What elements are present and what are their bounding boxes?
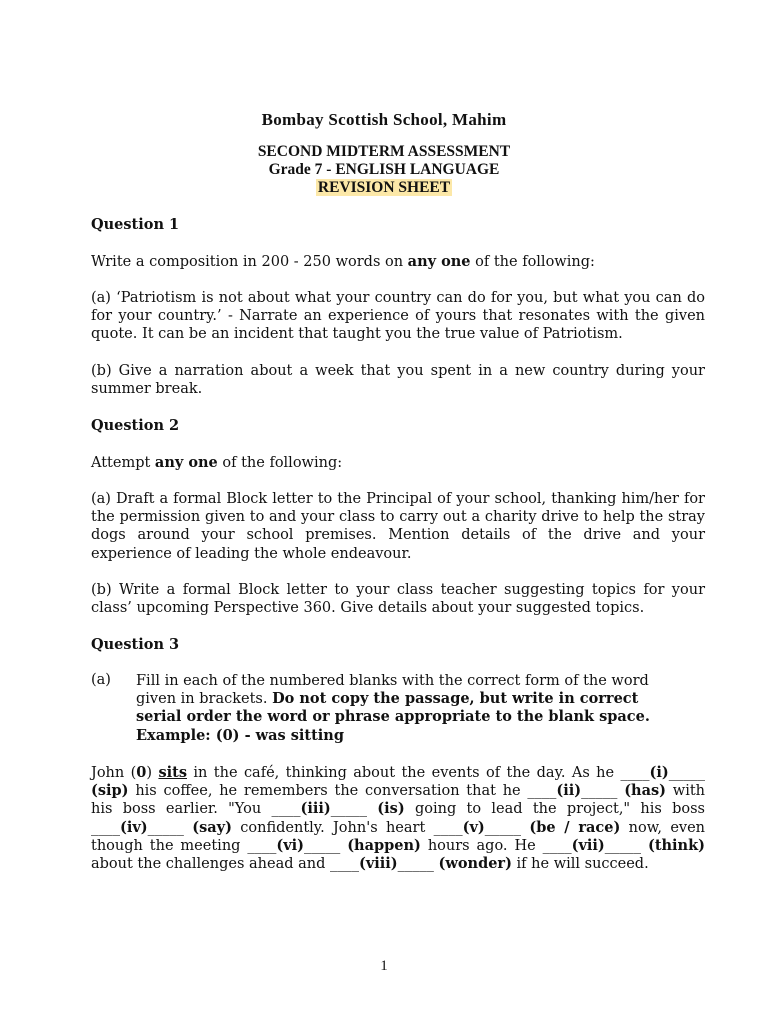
blank-line: _____ (581, 783, 625, 800)
passage-text: now, even though the meeting ____ (91, 819, 706, 854)
passage-text: with his boss earlier. "You ____ (91, 783, 706, 818)
example-answer: sits (158, 764, 187, 781)
blank-number: (ii) (556, 782, 582, 800)
blank-line: _____ (147, 819, 193, 836)
intro-text-end: of the following: (470, 254, 595, 270)
page-number: 1 (380, 958, 388, 974)
passage-text: going to lead the project," his boss ____ (91, 801, 705, 836)
verb-hint: (think) (647, 836, 706, 854)
blank-line: _____ (397, 856, 439, 873)
school-name: Bombay Scottish School, Mahim (261, 110, 507, 129)
question-1-intro (91, 253, 705, 271)
question-2-option-b: (b) Write a formal Block letter to your class teacher suggesting topics for your class’ upcoming Perspective 360. Give details about your suggested topics. (91, 582, 705, 617)
question-2-intro (91, 454, 705, 472)
question-3-part-label: (a) (91, 672, 111, 688)
revision-sheet-heading (0, 179, 768, 197)
verb-hint: (sip) (91, 782, 129, 800)
question-3-title: Question 3 (91, 636, 180, 653)
intro-emphasis: any one (407, 253, 471, 270)
passage-text: confidently. John's heart ____ (231, 819, 463, 836)
blank-number: (iii) (300, 800, 331, 818)
blank-line: _____ (668, 765, 705, 781)
instruction-emphasis: Do not copy the passage, but write in correct serial order the word or phrase appropriate to the blank space. (136, 690, 650, 726)
passage-text: hours ago. He ____ (420, 837, 572, 854)
instruction-text: Fill in each of the numbered blanks with the correct form of the word given in brackets. (136, 673, 649, 708)
blank-line: _____ (604, 837, 648, 854)
passage-text: ) (146, 765, 159, 781)
passage-text: in the café, thinking about the events of the day. As he ____ (187, 765, 650, 781)
intro-text-end: of the following: (217, 455, 343, 471)
passage-text: his coffee, he remembers the conversation that he ____ (128, 783, 557, 800)
question-1-title: Question 1 (91, 216, 180, 233)
intro-emphasis: any one (154, 454, 218, 471)
blank-number: 0 (136, 764, 147, 781)
question-3-instructions (136, 672, 656, 745)
blank-number: (iv) (120, 818, 148, 836)
question-1-option-b: (b) Give a narration about a week that you spent in a new country during your summer break. (91, 363, 705, 398)
revision-sheet-label: REVISION SHEET (317, 179, 451, 196)
question-3-passage (91, 764, 705, 873)
passage-text: if he will succeed. (511, 856, 649, 873)
passage-text: about the challenges ahead and ____ (91, 856, 359, 873)
verb-hint: (happen) (347, 836, 421, 854)
blank-number: (vi) (276, 836, 305, 854)
question-1-option-a: (a) ‘Patriotism is not about what your country can do for you, but what you can do for your country.’ - Narrate an experience of yours that resonates with the given quote. It can be an incident that taught you the true value of Patriotism. (91, 290, 705, 343)
blank-number: (viii) (358, 855, 398, 873)
intro-text: Write a composition in 200 - 250 words on (91, 254, 408, 270)
blank-number: (v) (462, 818, 485, 836)
question-2-title: Question 2 (91, 417, 180, 434)
intro-text: Attempt (91, 455, 155, 471)
verb-hint: (wonder) (438, 855, 512, 873)
blank-line: _____ (330, 801, 378, 818)
blank-line: _____ (304, 837, 348, 854)
question-2-option-a: (a) Draft a formal Block letter to the Principal of your school, thanking him/her for the permission given to and your class to carry out a charity drive to help the stray dogs around your school premises. Mention details of the drive and your experience of leading the whole endeavour. (91, 491, 705, 562)
verb-hint: (is) (377, 800, 405, 818)
verb-hint: (has) (624, 782, 667, 800)
blank-number: (i) (649, 764, 669, 781)
verb-hint: (say) (192, 818, 232, 836)
passage-text: John ( (91, 765, 137, 781)
blank-line: _____ (484, 819, 530, 836)
blank-number: (vii) (571, 836, 605, 854)
assessment-title: SECOND MIDTERM ASSESSMENT (257, 143, 511, 160)
grade-subject: Grade 7 - ENGLISH LANGUAGE (268, 161, 500, 178)
example-line: Example: (0) - was sitting (136, 726, 344, 744)
verb-hint: (be / race) (529, 818, 621, 836)
